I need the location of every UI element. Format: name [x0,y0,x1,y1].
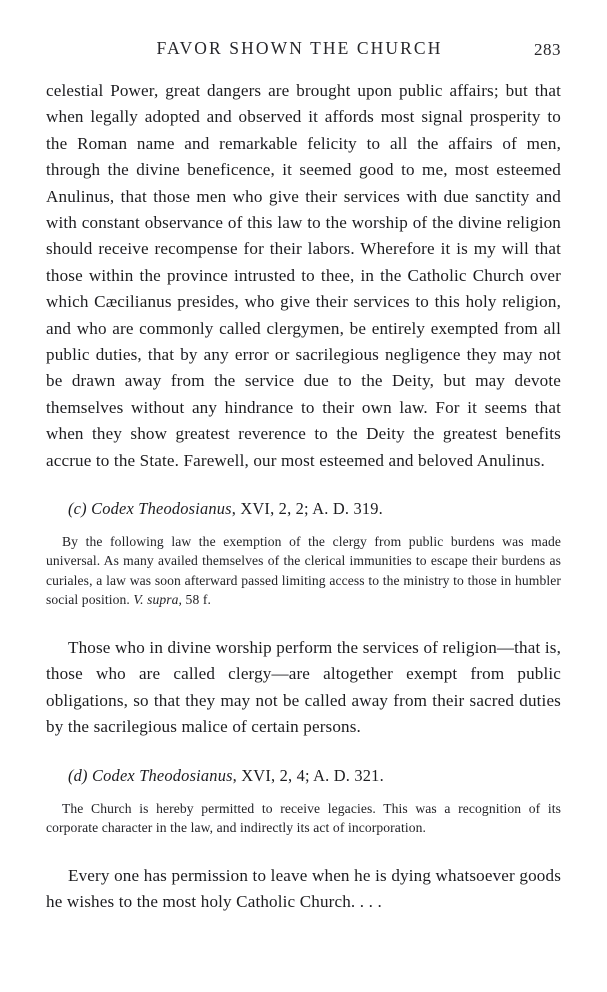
running-head: FAVOR SHOWN THE CHURCH [156,38,443,58]
citation-c-prefix: (c) [68,499,87,519]
citation-c-suffix: , XVI, 2, 2; A. D. 319. [231,499,383,519]
citation-d [46,763,561,789]
note-d: The Church is hereby permitted to receive legacies. This was a recognition of its corporate character in the law, and indirectly its act of incorporation. [46,800,561,835]
note-c-italic: V. supra, [133,591,183,607]
note-c [46,532,561,609]
spacer [46,837,561,863]
citation-c-title: Codex Theodosianus [91,499,232,519]
paragraph-body-3: Every one has permission to leave when he is dying whatsoever goods he wishes to the most holy Catholic Church. . . . [46,865,561,912]
citation-d-prefix: (d) [68,765,88,785]
citation-d-suffix: , XVI, 2, 4; A. D. 321. [232,765,384,785]
note-c-text: By the following law the exemption of the clergy from public burdens was made universal. As many availed themselves of the clerical immunities to escape their burdens as curiales, a law was soon afterward passed limiting access to the ministry to those in humbler social position. [46,534,561,607]
note-c-tail: 58 f. [182,591,211,607]
paragraph-body-2: Those who in divine worship perform the services of religion—that is, those who are called clergy—are altogether exempt from public obligations, so that they may not be called away from their sacred duties by the sacrilegious malice of certain persons. [46,637,561,737]
paragraph-body-1: celestial Power, great dangers are brought upon public affairs; but that when legally adopted and observed it affords most signal prosperity to the Roman name and remarkable felicity to all the affairs of men, through the divine beneficence, it seemed good to me, most esteemed Anulinus, that those men who give their services with due sanctity and with constant observance of this law to the worship of the divine religion should receive recompense for their labors. Wherefore it is my will that those within the province intrusted to thee, in the Catholic Church over which Cæcilianus presides, who give their services to this holy religion, and who are commonly called clergymen, be entirely exempted from all public duties, that by any error or sacrilegious negligence they may not be drawn away from the service due to the Deity, but may devote themselves without any hindrance to their own law. For it seems that when they show greatest reverence to the Deity the greatest benefits accrue to the State. Farewell, our most esteemed and beloved Anulinus. [46,81,561,470]
spacer [46,609,561,635]
citation-d-title: Codex Theodosianus [92,765,233,785]
citation-c [46,496,561,522]
page-number: 283 [534,40,561,59]
page-header [46,38,561,72]
